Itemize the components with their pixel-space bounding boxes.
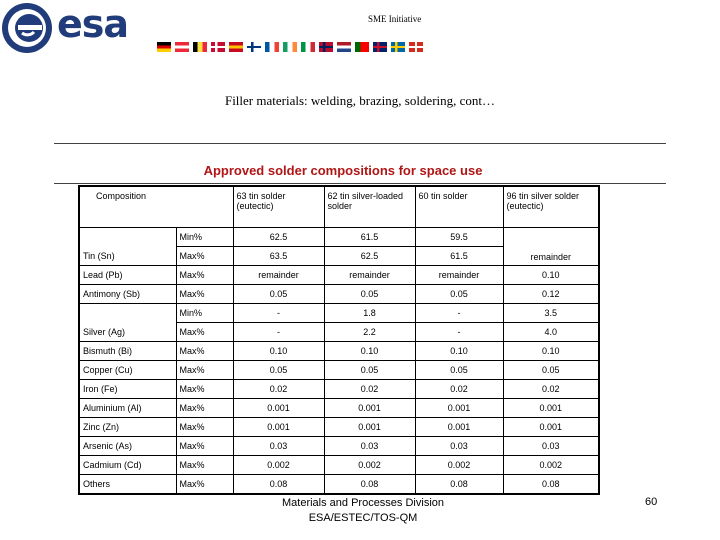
value-cell: 0.05 (415, 361, 503, 380)
value-cell: remainder (324, 266, 415, 285)
value-cell: 0.002 (415, 456, 503, 475)
value-cell: 0.002 (503, 456, 599, 475)
esa-logo (0, 0, 160, 56)
uk-flag (373, 42, 387, 52)
value-cell: 0.001 (415, 418, 503, 437)
value-cell: 0.001 (503, 418, 599, 437)
table-row (79, 418, 599, 437)
element-label: Others (79, 475, 176, 495)
value-cell: 0.05 (415, 285, 503, 304)
finland-flag (247, 42, 261, 52)
element-label: Lead (Pb) (79, 266, 176, 285)
value-cell: remainder (503, 228, 599, 266)
column-header: 63 tin solder (eutectic) (233, 186, 324, 228)
value-cell: 0.10 (503, 342, 599, 361)
limit-label: Max% (176, 418, 233, 437)
value-cell: 59.5 (415, 228, 503, 247)
germany-flag (157, 42, 171, 52)
value-cell: - (233, 304, 324, 323)
value-cell: 0.08 (324, 475, 415, 495)
element-label: Tin (Sn) (79, 247, 176, 266)
limit-label: Max% (176, 475, 233, 495)
slide-subtitle: Filler materials: welding, brazing, soldering, cont… (224, 93, 496, 108)
switzerland-flag (409, 42, 423, 52)
value-cell: 0.10 (233, 342, 324, 361)
page-number: 60 (645, 496, 658, 508)
element-label (79, 304, 176, 323)
element-label: Arsenic (As) (79, 437, 176, 456)
limit-label: Max% (176, 285, 233, 304)
value-cell: 0.08 (503, 475, 599, 495)
footer-department: ESA/ESTEC/TOS-QM (308, 512, 418, 524)
limit-label: Min% (176, 228, 233, 247)
heading-divider (54, 183, 666, 184)
element-label: Cadmium (Cd) (79, 456, 176, 475)
limit-label: Max% (176, 456, 233, 475)
value-cell: 62.5 (324, 247, 415, 266)
value-cell: 0.05 (503, 361, 599, 380)
value-cell: 2.2 (324, 323, 415, 342)
value-cell: 0.10 (324, 342, 415, 361)
france-flag (265, 42, 279, 52)
value-cell: 0.002 (324, 456, 415, 475)
logo-wordmark: esa (57, 2, 129, 46)
limit-label: Max% (176, 380, 233, 399)
value-cell: 0.12 (503, 285, 599, 304)
table-row (79, 437, 599, 456)
table-row (79, 475, 599, 495)
value-cell: 0.05 (324, 285, 415, 304)
solder-composition-table (78, 185, 600, 495)
value-cell: remainder (415, 266, 503, 285)
value-cell: 0.05 (233, 361, 324, 380)
value-cell: 0.03 (233, 437, 324, 456)
element-label: Aluminium (Al) (79, 399, 176, 418)
denmark-flag (211, 42, 225, 52)
value-cell: 63.5 (233, 247, 324, 266)
composition-header: Composition (79, 186, 233, 228)
portugal-flag (355, 42, 369, 52)
limit-label: Max% (176, 342, 233, 361)
value-cell: 0.02 (415, 380, 503, 399)
element-label: Antimony (Sb) (79, 285, 176, 304)
member-flags (157, 42, 423, 52)
sweden-flag (391, 42, 405, 52)
norway-flag (319, 42, 333, 52)
value-cell: 0.03 (324, 437, 415, 456)
value-cell: 0.03 (415, 437, 503, 456)
value-cell: 0.002 (233, 456, 324, 475)
element-label: Iron (Fe) (79, 380, 176, 399)
value-cell: 0.001 (503, 399, 599, 418)
value-cell: - (415, 304, 503, 323)
element-label: Copper (Cu) (79, 361, 176, 380)
value-cell: 0.02 (324, 380, 415, 399)
value-cell: 3.5 (503, 304, 599, 323)
value-cell: 62.5 (233, 228, 324, 247)
value-cell: 0.05 (233, 285, 324, 304)
value-cell: 61.5 (415, 247, 503, 266)
limit-label: Max% (176, 323, 233, 342)
footer-division: Materials and Processes Division (281, 497, 444, 509)
value-cell: 0.10 (503, 266, 599, 285)
value-cell: 0.001 (324, 418, 415, 437)
esa-logo-icon (0, 0, 60, 56)
table-row (79, 399, 599, 418)
value-cell: 0.08 (233, 475, 324, 495)
column-header: 96 tin silver solder (eutectic) (503, 186, 599, 228)
slide-heading: Approved solder compositions for space use (203, 163, 483, 178)
table-header-row (79, 186, 599, 228)
value-cell: 0.10 (415, 342, 503, 361)
limit-label: Max% (176, 247, 233, 266)
table-row (79, 266, 599, 285)
value-cell: 61.5 (324, 228, 415, 247)
element-label: Silver (Ag) (79, 323, 176, 342)
italy-flag (301, 42, 315, 52)
value-cell: - (233, 323, 324, 342)
value-cell: 0.001 (324, 399, 415, 418)
table-row (79, 304, 599, 323)
value-cell: - (415, 323, 503, 342)
table-row (79, 228, 599, 247)
value-cell: 0.001 (415, 399, 503, 418)
table-row (79, 285, 599, 304)
footer (222, 496, 504, 526)
netherlands-flag (337, 42, 351, 52)
column-header: 60 tin solder (415, 186, 503, 228)
value-cell: 0.02 (503, 380, 599, 399)
value-cell: 1.8 (324, 304, 415, 323)
table-row (79, 380, 599, 399)
value-cell: 0.05 (324, 361, 415, 380)
table-row (79, 456, 599, 475)
table-row (79, 361, 599, 380)
top-divider (54, 143, 666, 144)
initiative-label: SME Initiative (368, 14, 422, 24)
element-label: Bismuth (Bi) (79, 342, 176, 361)
value-cell: 0.001 (233, 399, 324, 418)
value-cell: 4.0 (503, 323, 599, 342)
limit-label: Max% (176, 399, 233, 418)
ireland-flag (283, 42, 297, 52)
value-cell: remainder (233, 266, 324, 285)
value-cell: 0.001 (233, 418, 324, 437)
belgium-flag (193, 42, 207, 52)
element-label (79, 228, 176, 247)
limit-label: Min% (176, 304, 233, 323)
table-row (79, 342, 599, 361)
spain-flag (229, 42, 243, 52)
value-cell: 0.08 (415, 475, 503, 495)
element-label: Zinc (Zn) (79, 418, 176, 437)
value-cell: 0.03 (503, 437, 599, 456)
limit-label: Max% (176, 437, 233, 456)
limit-label: Max% (176, 361, 233, 380)
table-row (79, 323, 599, 342)
limit-label: Max% (176, 266, 233, 285)
column-header: 62 tin silver-loaded solder (324, 186, 415, 228)
austria-flag (175, 42, 189, 52)
value-cell: 0.02 (233, 380, 324, 399)
